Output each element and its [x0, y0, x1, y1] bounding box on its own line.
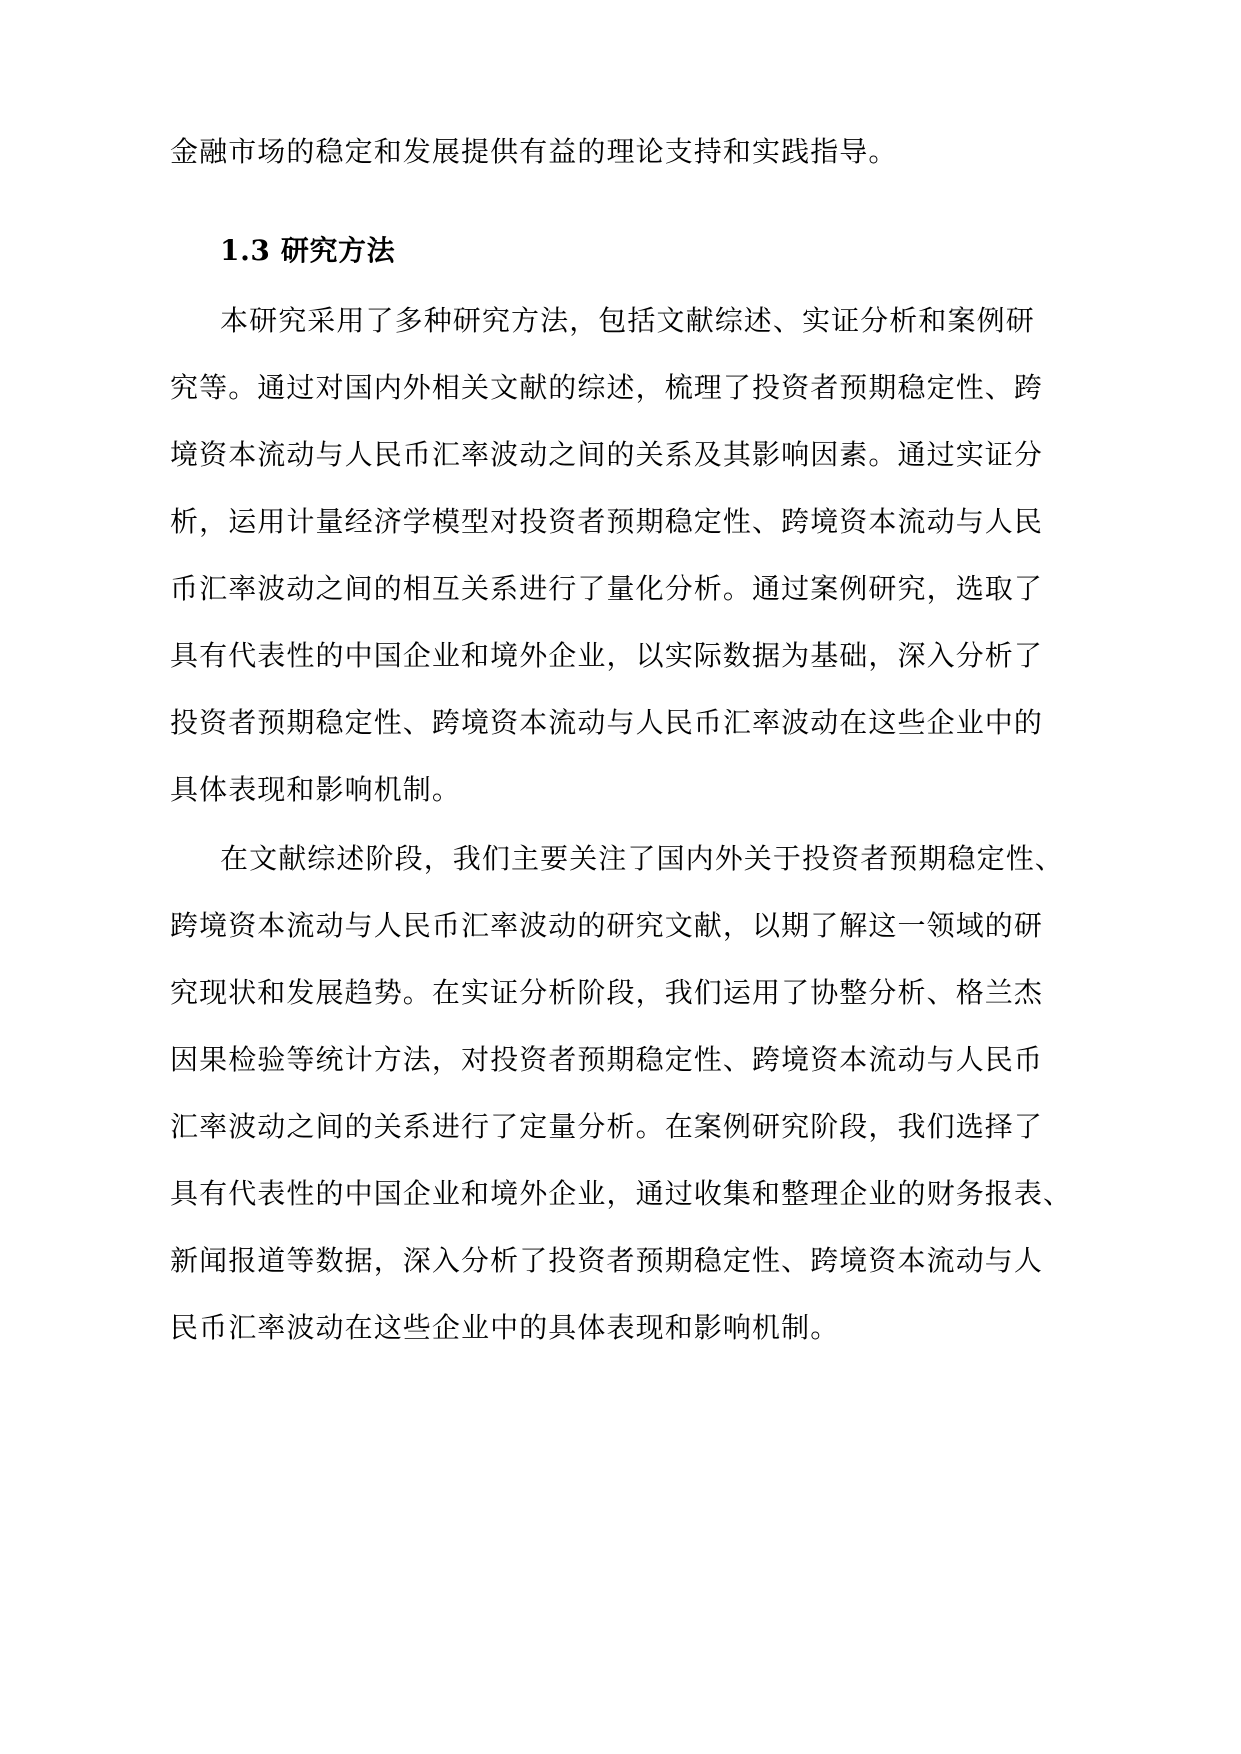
- paragraph-2-line: 汇率波动之间的关系进行了定量分析。在案例研究阶段，我们选择了: [170, 1110, 1044, 1143]
- paragraph-1-line: 本研究采用了多种研究方法，包括文献综述、实证分析和案例研: [220, 304, 1035, 337]
- section-heading: 1.3 研究方法: [220, 234, 396, 267]
- paragraph-1-line: 具体表现和影响机制。: [170, 773, 462, 806]
- paragraph-1-line: 究等。通过对国内外相关文献的综述，梳理了投资者预期稳定性、跨: [170, 371, 1044, 404]
- paragraph-2-line: 跨境资本流动与人民币汇率波动的研究文献，以期了解这一领域的研: [170, 909, 1044, 942]
- paragraph-2-line: 具有代表性的中国企业和境外企业，通过收集和整理企业的财务报表、: [170, 1177, 1073, 1210]
- paragraph-2-line: 民币汇率波动在这些企业中的具体表现和影响机制。: [170, 1311, 840, 1344]
- paragraph-1-line: 币汇率波动之间的相互关系进行了量化分析。通过案例研究，选取了: [170, 572, 1044, 605]
- paragraph-2-line: 究现状和发展趋势。在实证分析阶段，我们运用了协整分析、格兰杰: [170, 976, 1044, 1009]
- paragraph-2-line: 在文献综述阶段，我们主要关注了国内外关于投资者预期稳定性、: [220, 842, 1064, 875]
- paragraph-1-line: 投资者预期稳定性、跨境资本流动与人民币汇率波动在这些企业中的: [170, 706, 1044, 739]
- paragraph-2-line: 因果检验等统计方法，对投资者预期稳定性、跨境资本流动与人民币: [170, 1043, 1044, 1076]
- paragraph-2-line: 新闻报道等数据，深入分析了投资者预期稳定性、跨境资本流动与人: [170, 1244, 1044, 1277]
- paragraph-1-line: 境资本流动与人民币汇率波动之间的关系及其影响因素。通过实证分: [170, 438, 1044, 471]
- continuation-line: 金融市场的稳定和发展提供有益的理论支持和实践指导。: [170, 135, 898, 168]
- paragraph-1-line: 析，运用计量经济学模型对投资者预期稳定性、跨境资本流动与人民: [170, 505, 1044, 538]
- paragraph-1-line: 具有代表性的中国企业和境外企业，以实际数据为基础，深入分析了: [170, 639, 1044, 672]
